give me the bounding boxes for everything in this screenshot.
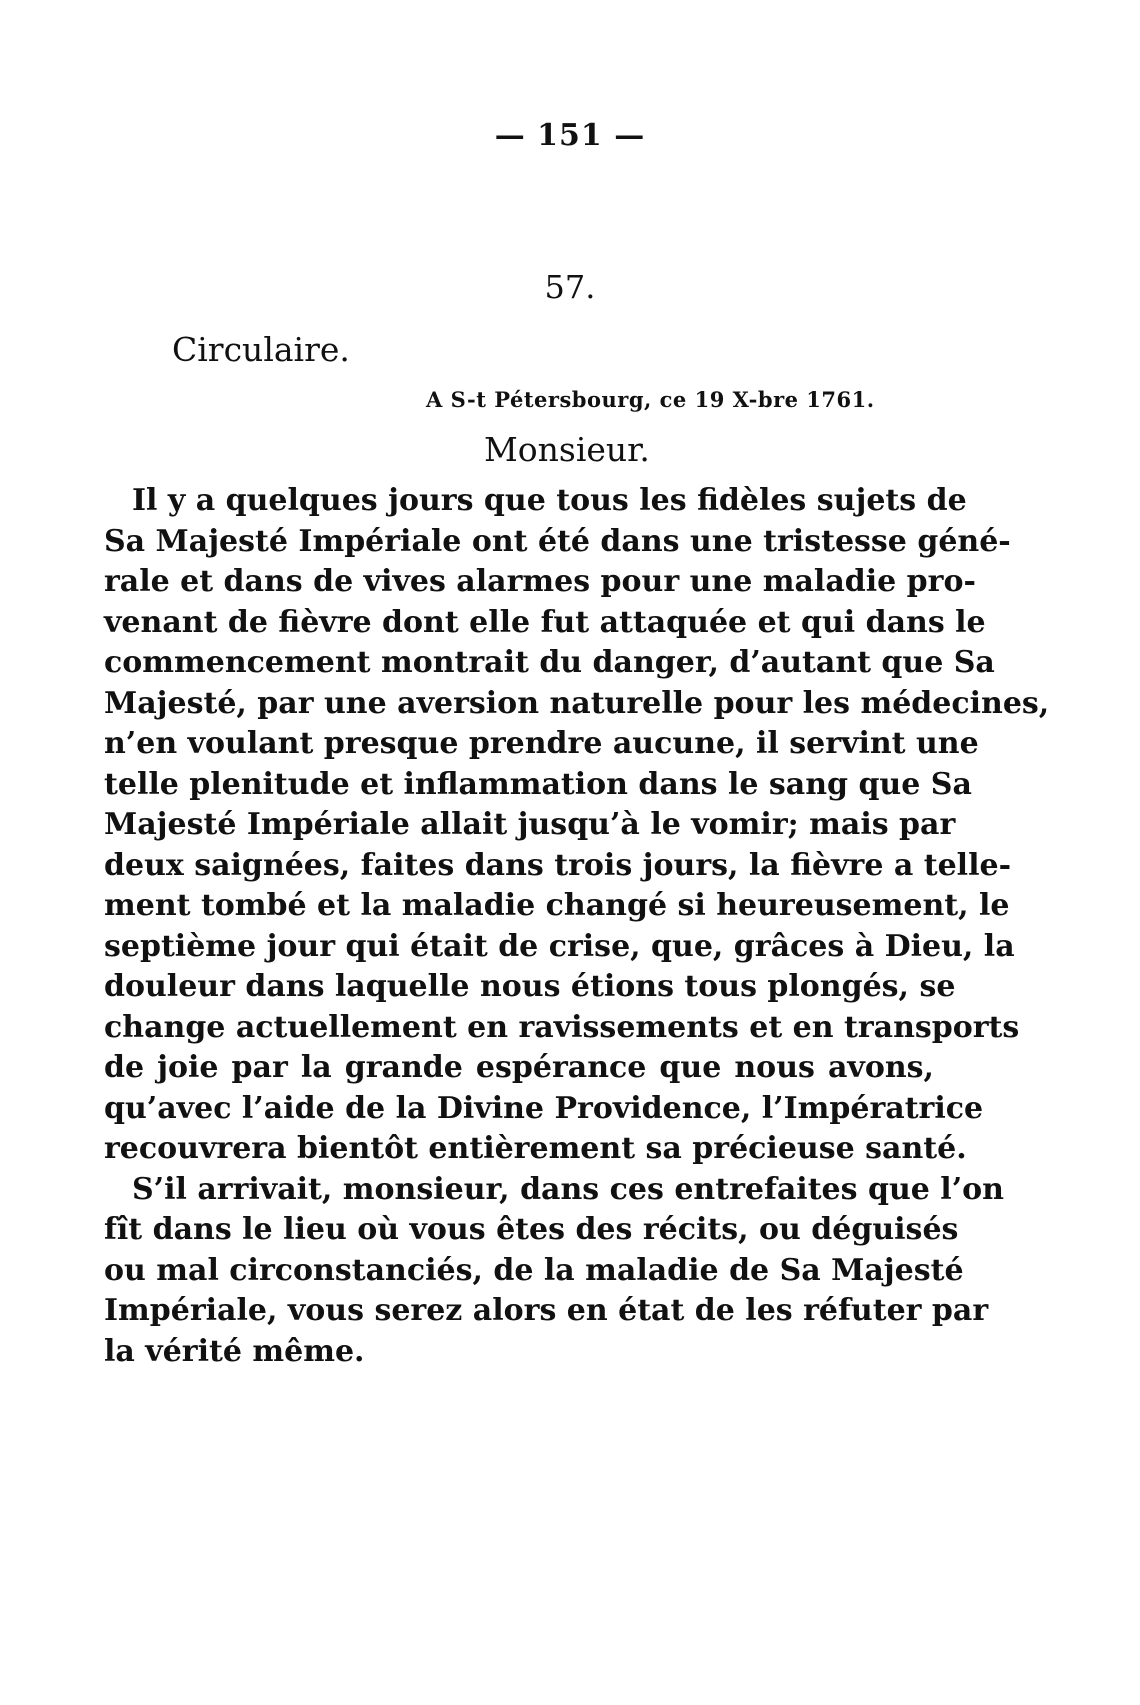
text-line: Majesté Impériale allait jusqu’à le vomir; mais par: [104, 807, 956, 842]
paragraph: [104, 481, 1050, 1170]
salutation: Monsieur.: [484, 430, 650, 469]
text-line: douleur dans laquelle nous étions tous plongés, se: [104, 969, 956, 1004]
page-number: — 151 —: [494, 118, 646, 153]
text-line: recouvrera bientôt entièrement sa précieuse santé.: [104, 1131, 967, 1166]
text-line: fît dans le lieu où vous êtes des récits, ou déguisés: [104, 1212, 959, 1247]
text-line: de joie par la grande espérance que nous avons,: [104, 1050, 934, 1085]
text-line: Il y a quelques jours que tous les fidèles sujets de: [132, 483, 967, 518]
dateline: A S-t Pétersbourg, ce 19 X-bre 1761.: [426, 387, 875, 412]
document-number: 57.: [544, 268, 596, 306]
text-line: qu’avec l’aide de la Divine Providence, l’Impératrice: [104, 1090, 984, 1126]
text-line: ou mal circonstanciés, de la maladie de Sa Majesté: [104, 1252, 964, 1288]
text-line: Impériale, vous serez alors en état de les réfuter par: [104, 1293, 989, 1328]
text-line: Majesté, par une aversion naturelle pour les médecines,: [104, 685, 1050, 721]
text-line: telle plenitude et inflammation dans le sang que Sa: [104, 766, 972, 802]
text-line: Sa Majesté Impériale ont été dans une tristesse géné-: [104, 523, 1011, 559]
text-line: n’en voulant presque prendre aucune, il servint une: [104, 726, 979, 761]
text-line: venant de fièvre dont elle fut attaquée et qui dans le: [104, 604, 986, 640]
text-line: commencement montrait du danger, d’autant que Sa: [104, 645, 995, 680]
text-line: S’il arrivait, monsieur, dans ces entrefaites que l’on: [132, 1171, 1004, 1207]
text-line: rale et dans de vives alarmes pour une maladie pro-: [104, 564, 976, 599]
letter-body: [104, 481, 1050, 1372]
text-line: change actuellement en ravissements et en transports: [104, 1009, 1020, 1045]
text-line: ment tombé et la maladie changé si heureusement, le: [104, 888, 1010, 923]
text-line: septième jour qui était de crise, que, grâces à Dieu, la: [104, 928, 1015, 964]
paragraph: [104, 1170, 1004, 1373]
document-type: Circulaire.: [172, 330, 350, 369]
text-line: la vérité même.: [104, 1333, 365, 1369]
text-line: deux saignées, faites dans trois jours, la fièvre a telle-: [104, 847, 1012, 883]
